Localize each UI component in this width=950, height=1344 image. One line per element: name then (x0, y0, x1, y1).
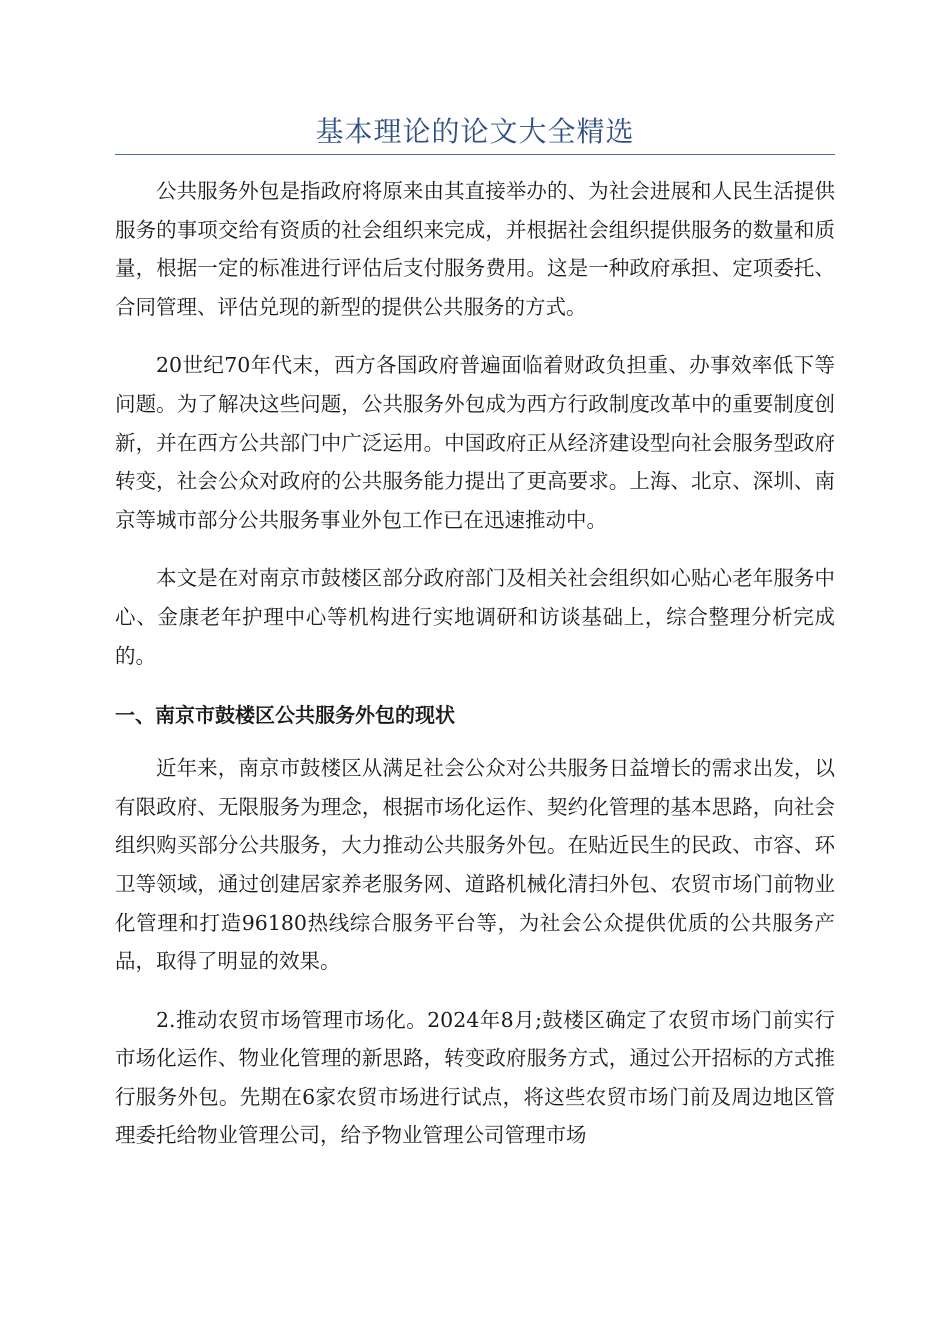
paragraph-intro-1: 公共服务外包是指政府将原来由其直接举办的、为社会进展和人民生活提供服务的事项交给有资质的社会组织来完成，并根据社会组织提供服务的数量和质量，根据一定的标准进行评估后支付服务费用。这是一种政府承担、定项委托、合同管理、评估兑现的新型的提供公共服务的方式。 (115, 179, 835, 319)
section-heading: 一、南京市鼓楼区公共服务外包的现状 (115, 703, 455, 728)
title-underline (115, 154, 835, 155)
paragraph-section-2: 2.推动农贸市场管理市场化。2024年8月;鼓楼区确定了农贸市场门前实行市场化运作、物业化管理的新思路，转变政府服务方式，通过公开招标的方式推行服务外包。先期在6家农贸市场进行试点，将这些农贸市场门前及周边地区管理委托给物业管理公司，给予物业管理公司管理市场 (115, 1007, 835, 1148)
paragraph-intro-3: 本文是在对南京市鼓楼区部分政府部门及相关社会组织如心贴心老年服务中心、金康老年护理中心等机构进行实地调研和访谈基础上，综合整理分析完成的。 (115, 566, 835, 668)
document-body (115, 172, 835, 1175)
document-title: 基本理论的论文大全精选 (315, 115, 635, 148)
paragraph-section-1: 近年来，南京市鼓楼区从满足社会公众对公共服务日益增长的需求出发，以有限政府、无限服务为理念，根据市场化运作、契约化管理的基本思路，向社会组织购买部分公共服务，大力推动公共服务外包。在贴近民生的民政、市容、环卫等领域，通过创建居家养老服务网、道路机械化清扫外包、农贸市场门前物业化管理和打造96180热线综合服务平台等，为社会公众提供优质的公共服务产品，取得了明显的效果。 (115, 756, 835, 974)
paragraph-intro-2: 20世纪70年代末，西方各国政府普遍面临着财政负担重、办事效率低下等问题。为了解决这些问题，公共服务外包成为西方行政制度改革中的重要制度创新，并在西方公共部门中广泛运用。中国政府正从经济建设型向社会服务型政府转变，社会公众对政府的公共服务能力提出了更高要求。上海、北京、深圳、南京等城市部分公共服务事业外包工作已在迅速推动中。 (115, 353, 835, 532)
